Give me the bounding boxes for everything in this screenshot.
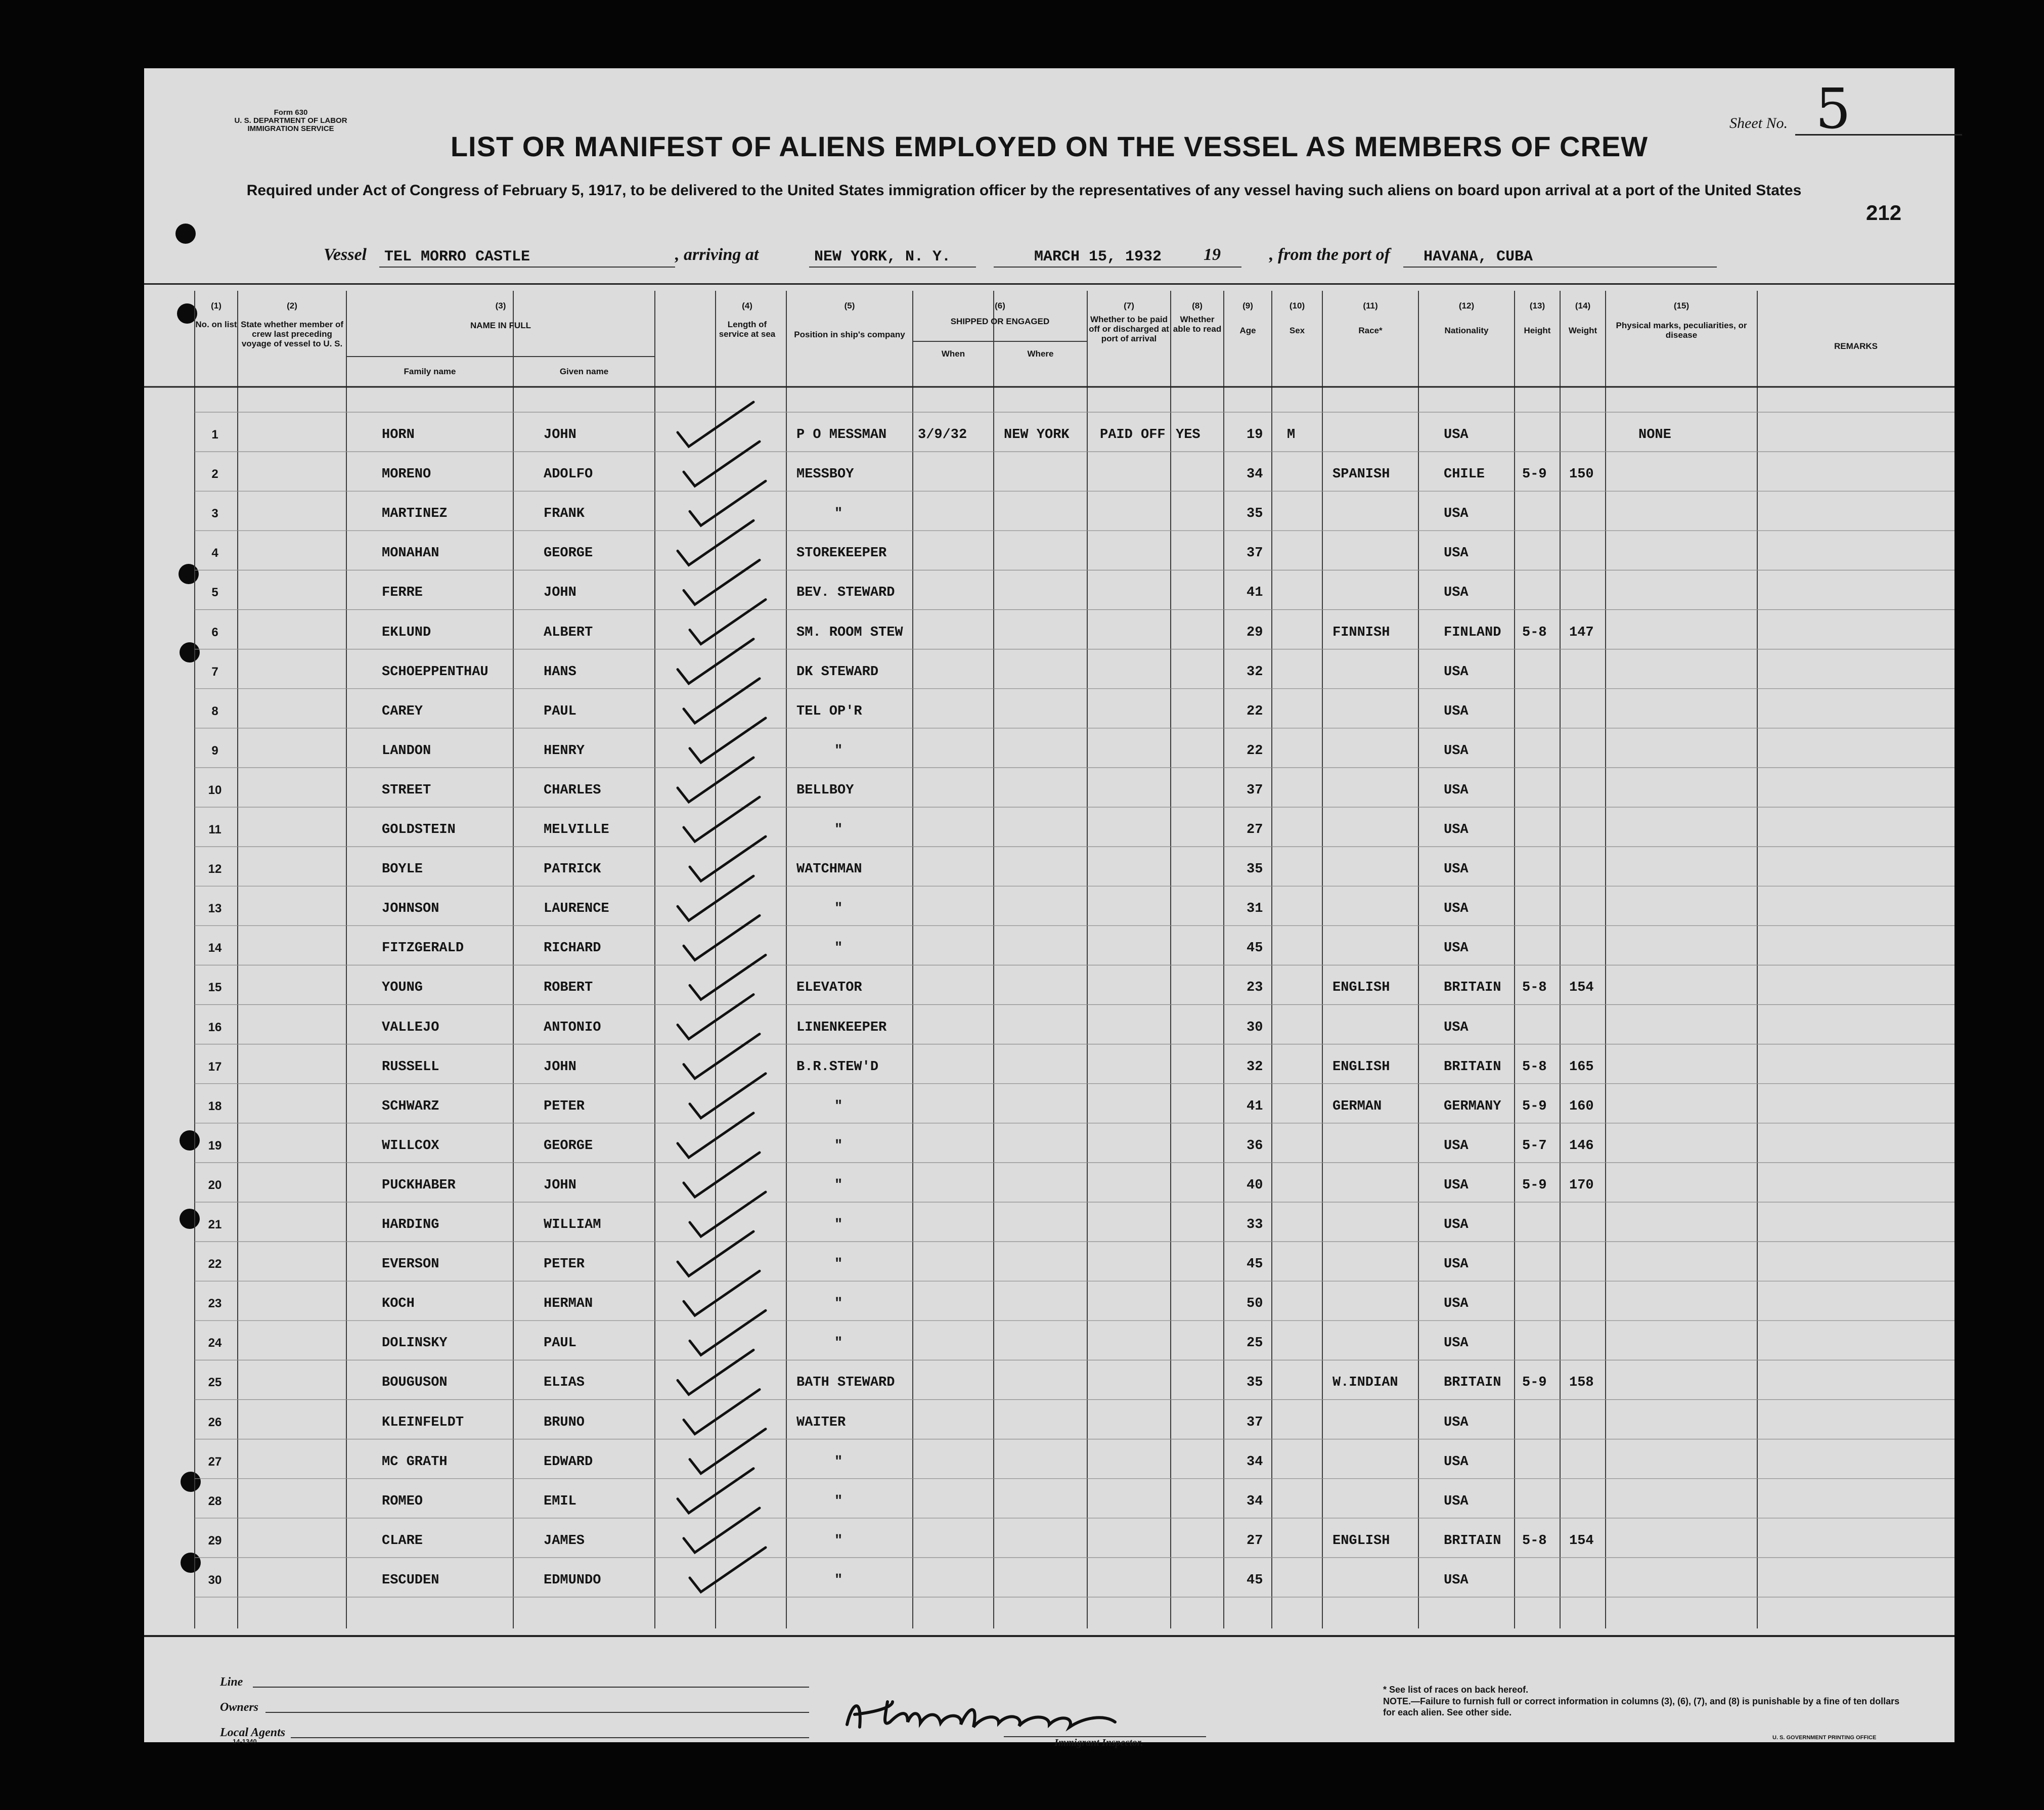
row-row-number: 10: [208, 783, 222, 797]
col4-number: (4): [742, 301, 752, 311]
row-height: 5-8: [1522, 980, 1547, 996]
row-family-name: YOUNG: [382, 980, 423, 996]
row-age: 22: [1247, 743, 1263, 759]
row-row-number: 26: [208, 1415, 222, 1429]
row-given-name: ANTONIO: [544, 1020, 601, 1035]
col9-title: Age: [1239, 326, 1256, 335]
row-height: 5-9: [1522, 1375, 1547, 1391]
check-marks: [144, 68, 1954, 1742]
row-able-to-read: YES: [1176, 427, 1201, 443]
row-given-name: JOHN: [544, 1177, 576, 1193]
col13-number: (13): [1529, 301, 1545, 311]
row-position: ": [834, 506, 843, 522]
where-header: Where: [1027, 349, 1054, 359]
row-given-name: ELIAS: [544, 1375, 585, 1391]
row-height: 5-9: [1522, 467, 1547, 482]
row-family-name: WILLCOX: [382, 1138, 439, 1154]
col4-title: Length of service at sea: [719, 320, 776, 339]
row-row-number: 7: [211, 665, 218, 679]
row-family-name: BOYLE: [382, 862, 423, 877]
col12-title: Nationality: [1444, 326, 1489, 335]
row-row-number: 18: [208, 1099, 222, 1113]
row-nationality: BRITAIN: [1444, 1533, 1501, 1549]
row-position: BELLBOY: [796, 782, 854, 798]
arriving-label: , arriving at: [675, 245, 759, 264]
row-height: 5-8: [1522, 625, 1547, 640]
row-row-number: 29: [208, 1533, 222, 1548]
footer-note-penalty: NOTE.—Failure to furnish full or correct information in columns (3), (6), (7), and (8) is punishable by a fine of ten dollars for each alien. See other side.: [1383, 1696, 1900, 1717]
row-nationality: USA: [1444, 427, 1469, 443]
row-position: WAITER: [796, 1415, 846, 1430]
row-position: LINENKEEPER: [796, 1020, 887, 1035]
col14-number: (14): [1575, 301, 1591, 311]
row-family-name: HARDING: [382, 1217, 439, 1232]
row-row-number: 24: [208, 1336, 222, 1350]
row-family-name: KOCH: [382, 1296, 415, 1312]
row-nationality: USA: [1444, 1415, 1469, 1430]
row-nationality: USA: [1444, 901, 1469, 917]
row-age: 37: [1247, 782, 1263, 798]
row-nationality: USA: [1444, 941, 1469, 956]
col2-title: State whether member of crew last preceding voyage of vessel to U. S.: [240, 320, 344, 348]
col5-number: (5): [844, 301, 855, 311]
row-position: ": [834, 1533, 843, 1549]
row-height: 5-8: [1522, 1059, 1547, 1075]
row-row-number: 21: [208, 1218, 222, 1231]
arrival-port: NEW YORK, N. Y.: [814, 248, 951, 266]
row-row-number: 19: [208, 1138, 222, 1153]
row-family-name: EKLUND: [382, 625, 431, 640]
row-position: TEL OP'R: [796, 703, 862, 719]
row-row-number: 20: [208, 1178, 222, 1192]
row-given-name: ADOLFO: [544, 467, 593, 482]
row-row-number: 11: [208, 823, 221, 836]
row-shipped-where: NEW YORK: [1004, 427, 1070, 443]
row-given-name: PAUL: [544, 703, 576, 719]
row-position: MESSBOY: [796, 467, 854, 482]
printing-office: U. S. GOVERNMENT PRINTING OFFICE: [1772, 1735, 1877, 1741]
row-age: 19: [1247, 427, 1263, 443]
row-weight: 165: [1569, 1059, 1594, 1075]
form-department: U. S. DEPARTMENT OF LABOR: [234, 116, 347, 125]
row-age: 30: [1247, 1020, 1263, 1035]
given-name-header: Given name: [559, 367, 609, 376]
footer-agents-label: Local Agents: [220, 1726, 286, 1739]
row-age: 23: [1247, 980, 1263, 996]
row-weight: 160: [1569, 1098, 1594, 1114]
form-service: IMMIGRATION SERVICE: [247, 124, 334, 133]
row-age: 34: [1247, 1454, 1263, 1470]
row-row-number: 4: [211, 546, 218, 560]
row-nationality: USA: [1444, 1336, 1469, 1351]
family-name-header: Family name: [404, 367, 456, 376]
footer-code: 14-1340: [233, 1738, 257, 1745]
vessel-label: Vessel: [324, 245, 367, 264]
row-nationality: USA: [1444, 1454, 1469, 1470]
col6-number: (6): [995, 301, 1005, 311]
inspector-label: Immigrant Inspector.: [1054, 1737, 1143, 1748]
row-age: 35: [1247, 1375, 1263, 1391]
row-given-name: HANS: [544, 664, 576, 680]
row-race: GERMAN: [1332, 1098, 1382, 1114]
row-family-name: ESCUDEN: [382, 1572, 439, 1588]
row-given-name: WILLIAM: [544, 1217, 601, 1232]
row-position: BATH STEWARD: [796, 1375, 895, 1391]
row-family-name: SCHWARZ: [382, 1098, 439, 1114]
row-position: ": [834, 901, 843, 917]
row-nationality: USA: [1444, 1572, 1469, 1588]
col11-title: Race*: [1358, 326, 1383, 335]
row-nationality: USA: [1444, 822, 1469, 837]
row-nationality: USA: [1444, 1138, 1469, 1154]
row-nationality: USA: [1444, 743, 1469, 759]
row-position: ": [834, 1177, 843, 1193]
row-age: 41: [1247, 585, 1263, 601]
row-family-name: LANDON: [382, 743, 431, 759]
row-family-name: EVERSON: [382, 1257, 439, 1272]
row-family-name: DOLINSKY: [382, 1336, 448, 1351]
vessel-name: TEL MORRO CASTLE: [384, 248, 530, 266]
row-age: 25: [1247, 1336, 1263, 1351]
row-race: ENGLISH: [1332, 1533, 1390, 1549]
row-age: 27: [1247, 1533, 1263, 1549]
col10-number: (10): [1289, 301, 1305, 311]
row-row-number: 2: [211, 467, 218, 481]
row-age: 37: [1247, 546, 1263, 561]
row-nationality: USA: [1444, 546, 1469, 561]
row-position: ": [834, 1217, 843, 1232]
row-position: ": [834, 1493, 843, 1509]
row-row-number: 14: [208, 941, 222, 955]
row-age: 50: [1247, 1296, 1263, 1312]
col11-number: (11): [1363, 301, 1378, 311]
row-position: ": [834, 941, 843, 956]
row-row-number: 27: [208, 1454, 222, 1469]
row-given-name: FRANK: [544, 506, 585, 522]
row-nationality: USA: [1444, 664, 1469, 680]
row-age: 36: [1247, 1138, 1263, 1154]
row-given-name: BRUNO: [544, 1415, 585, 1430]
row-given-name: PAUL: [544, 1336, 576, 1351]
row-row-number: 25: [208, 1376, 222, 1390]
page-title: LIST OR MANIFEST OF ALIENS EMPLOYED ON THE VESSEL AS MEMBERS OF CREW: [450, 130, 1649, 162]
row-nationality: USA: [1444, 862, 1469, 877]
row-age: 35: [1247, 506, 1263, 522]
row-sex: M: [1287, 427, 1296, 443]
footer-note-races: * See list of races on back hereof.: [1383, 1685, 1529, 1695]
row-row-number: 16: [208, 1020, 222, 1034]
row-nationality: BRITAIN: [1444, 1059, 1501, 1075]
row-nationality: USA: [1444, 1493, 1469, 1509]
row-given-name: JOHN: [544, 585, 576, 601]
row-family-name: GOLDSTEIN: [382, 822, 456, 837]
row-given-name: PETER: [544, 1098, 585, 1114]
row-age: 40: [1247, 1177, 1263, 1193]
col7-title: Whether to be paid off or discharged at port of arrival: [1089, 315, 1169, 343]
row-row-number: 23: [208, 1297, 222, 1311]
row-family-name: BOUGUSON: [382, 1375, 448, 1391]
row-family-name: CAREY: [382, 703, 423, 719]
row-given-name: GEORGE: [544, 546, 593, 561]
row-age: 45: [1247, 1257, 1263, 1272]
row-family-name: ROMEO: [382, 1493, 423, 1509]
row-family-name: CLARE: [382, 1533, 423, 1549]
col10-title: Sex: [1289, 326, 1305, 335]
row-race: W.INDIAN: [1332, 1375, 1398, 1391]
row-height: 5-9: [1522, 1177, 1547, 1193]
row-given-name: LAURENCE: [544, 901, 609, 917]
row-row-number: 30: [208, 1573, 222, 1587]
row-weight: 154: [1569, 1533, 1594, 1549]
footer-line-label: Line: [220, 1675, 243, 1689]
row-nationality: USA: [1444, 1296, 1469, 1312]
row-given-name: JOHN: [544, 1059, 576, 1075]
row-given-name: MELVILLE: [544, 822, 609, 837]
col7-number: (7): [1124, 301, 1134, 311]
row-family-name: KLEINFELDT: [382, 1415, 464, 1430]
row-weight: 146: [1569, 1138, 1594, 1154]
row-row-number: 1: [211, 428, 218, 442]
sheet-number-label: Sheet No.: [1729, 115, 1788, 131]
col2-number: (2): [287, 301, 297, 311]
row-age: 35: [1247, 862, 1263, 877]
row-height: 5-8: [1522, 1533, 1547, 1549]
row-family-name: MONAHAN: [382, 546, 439, 561]
row-race: ENGLISH: [1332, 980, 1390, 996]
col14-title: Weight: [1568, 326, 1597, 335]
row-given-name: CHARLES: [544, 782, 601, 798]
row-position: SM. ROOM STEW: [796, 625, 903, 640]
row-family-name: MC GRATH: [382, 1454, 448, 1470]
row-family-name: VALLEJO: [382, 1020, 439, 1035]
row-nationality: USA: [1444, 1217, 1469, 1232]
col8-title: Whether able to read: [1173, 315, 1222, 334]
row-shipped-when: 3/9/32: [918, 427, 967, 443]
row-position: ": [834, 1257, 843, 1272]
row-nationality: BRITAIN: [1444, 1375, 1501, 1391]
row-nationality: USA: [1444, 1177, 1469, 1193]
row-weight: 170: [1569, 1177, 1594, 1193]
row-age: 37: [1247, 1415, 1263, 1430]
row-given-name: ROBERT: [544, 980, 593, 996]
row-position: ": [834, 1296, 843, 1312]
row-age: 32: [1247, 1059, 1263, 1075]
row-family-name: PUCKHABER: [382, 1177, 456, 1193]
row-row-number: 13: [208, 902, 222, 916]
row-age: 33: [1247, 1217, 1263, 1232]
col6-title: SHIPPED OR ENGAGED: [950, 317, 1050, 326]
row-family-name: SCHOEPPENTHAU: [382, 664, 488, 680]
row-nationality: USA: [1444, 1020, 1469, 1035]
row-paid-off: PAID OFF: [1100, 427, 1166, 443]
col1-title: No. on list: [195, 320, 237, 329]
row-row-number: 6: [211, 625, 218, 639]
col3-number: (3): [495, 301, 506, 311]
row-position: ": [834, 822, 843, 837]
row-age: 41: [1247, 1098, 1263, 1114]
row-age: 45: [1247, 1572, 1263, 1588]
when-header: When: [941, 349, 965, 359]
form-number: Form 630: [274, 108, 308, 117]
remarks-header: REMARKS: [1834, 341, 1878, 351]
row-nationality: USA: [1444, 703, 1469, 719]
row-age: 32: [1247, 664, 1263, 680]
row-age: 45: [1247, 941, 1263, 956]
sheet-number-value: 5: [1795, 83, 1962, 136]
row-family-name: FITZGERALD: [382, 941, 464, 956]
row-nationality: BRITAIN: [1444, 980, 1501, 996]
year-label: 19: [1204, 245, 1221, 264]
row-given-name: JOHN: [544, 427, 576, 443]
row-position: ": [834, 1454, 843, 1470]
row-position: B.R.STEW'D: [796, 1059, 879, 1075]
row-row-number: 9: [211, 743, 218, 758]
row-height: 5-9: [1522, 1098, 1547, 1114]
row-family-name: HORN: [382, 427, 415, 443]
row-nationality: USA: [1444, 782, 1469, 798]
row-position: BEV. STEWARD: [796, 585, 895, 601]
row-given-name: RICHARD: [544, 941, 601, 956]
col5-title: Position in ship's company: [794, 330, 905, 339]
col3-title: NAME IN FULL: [470, 321, 531, 330]
row-physical-marks: NONE: [1638, 427, 1671, 443]
row-position: ELEVATOR: [796, 980, 862, 996]
row-position: DK STEWARD: [796, 664, 879, 680]
row-row-number: 8: [211, 704, 218, 718]
col8-number: (8): [1192, 301, 1203, 311]
row-nationality: FINLAND: [1444, 625, 1501, 640]
col15-number: (15): [1673, 301, 1690, 311]
row-row-number: 12: [208, 862, 222, 876]
row-position: ": [834, 1098, 843, 1114]
row-given-name: HERMAN: [544, 1296, 593, 1312]
row-nationality: USA: [1444, 1257, 1469, 1272]
row-given-name: EDMUNDO: [544, 1572, 601, 1588]
footer-owners-rule: [265, 1712, 809, 1713]
row-race: SPANISH: [1332, 467, 1390, 482]
row-given-name: EMIL: [544, 1493, 576, 1509]
row-nationality: USA: [1444, 585, 1469, 601]
row-row-number: 15: [208, 981, 222, 995]
row-nationality: CHILE: [1444, 467, 1485, 482]
row-family-name: STREET: [382, 782, 431, 798]
row-family-name: JOHNSON: [382, 901, 439, 917]
row-weight: 147: [1569, 625, 1594, 640]
row-given-name: GEORGE: [544, 1138, 593, 1154]
row-position: ": [834, 1138, 843, 1154]
row-row-number: 28: [208, 1494, 222, 1508]
row-age: 31: [1247, 901, 1263, 917]
col1-number: (1): [211, 301, 221, 311]
row-given-name: JAMES: [544, 1533, 585, 1549]
row-family-name: FERRE: [382, 585, 423, 601]
footer-agents-rule: [291, 1737, 809, 1738]
row-nationality: GERMANY: [1444, 1098, 1501, 1114]
from-port-label: , from the port of: [1269, 245, 1390, 264]
row-row-number: 22: [208, 1257, 222, 1271]
row-given-name: PETER: [544, 1257, 585, 1272]
row-age: 29: [1247, 625, 1263, 640]
row-given-name: HENRY: [544, 743, 585, 759]
row-age: 22: [1247, 703, 1263, 719]
row-age: 34: [1247, 1493, 1263, 1509]
row-race: FINNISH: [1332, 625, 1390, 640]
row-height: 5-7: [1522, 1138, 1547, 1154]
row-given-name: ALBERT: [544, 625, 593, 640]
row-row-number: 5: [211, 586, 218, 600]
row-race: ENGLISH: [1332, 1059, 1390, 1075]
arrival-date: MARCH 15, 1932: [1034, 248, 1162, 266]
row-position: STOREKEEPER: [796, 546, 887, 561]
row-row-number: 17: [208, 1059, 222, 1074]
row-position: ": [834, 1336, 843, 1351]
row-position: ": [834, 1572, 843, 1588]
row-weight: 150: [1569, 467, 1594, 482]
row-row-number: 3: [211, 507, 218, 521]
from-port: HAVANA, CUBA: [1424, 248, 1533, 266]
col9-number: (9): [1242, 301, 1253, 311]
inspector-signature: [832, 1687, 1206, 1742]
row-position: ": [834, 743, 843, 759]
row-nationality: USA: [1444, 506, 1469, 522]
footer-owners-label: Owners: [220, 1701, 259, 1714]
manifest-document: [144, 68, 1954, 1748]
row-family-name: MARTINEZ: [382, 506, 448, 522]
row-position: WATCHMAN: [796, 862, 862, 877]
row-family-name: RUSSELL: [382, 1059, 439, 1075]
row-family-name: MORENO: [382, 467, 431, 482]
row-given-name: EDWARD: [544, 1454, 593, 1470]
col13-title: Height: [1524, 326, 1551, 335]
col12-number: (12): [1458, 301, 1475, 311]
col15-title: Physical marks, peculiarities, or disease: [1616, 321, 1747, 340]
row-weight: 158: [1569, 1375, 1594, 1391]
page-subtitle: Required under Act of Congress of February 5, 1917, to be delivered to the United States immigration officer by the representatives of any vessel having such aliens on board upon arrival at a port of the United States: [246, 182, 1802, 199]
row-given-name: PATRICK: [544, 862, 601, 877]
stamp-number: 212: [1866, 201, 1902, 225]
row-position: P O MESSMAN: [796, 427, 887, 443]
row-age: 34: [1247, 467, 1263, 482]
footer-line-rule: [253, 1687, 809, 1688]
row-age: 27: [1247, 822, 1263, 837]
row-weight: 154: [1569, 980, 1594, 996]
